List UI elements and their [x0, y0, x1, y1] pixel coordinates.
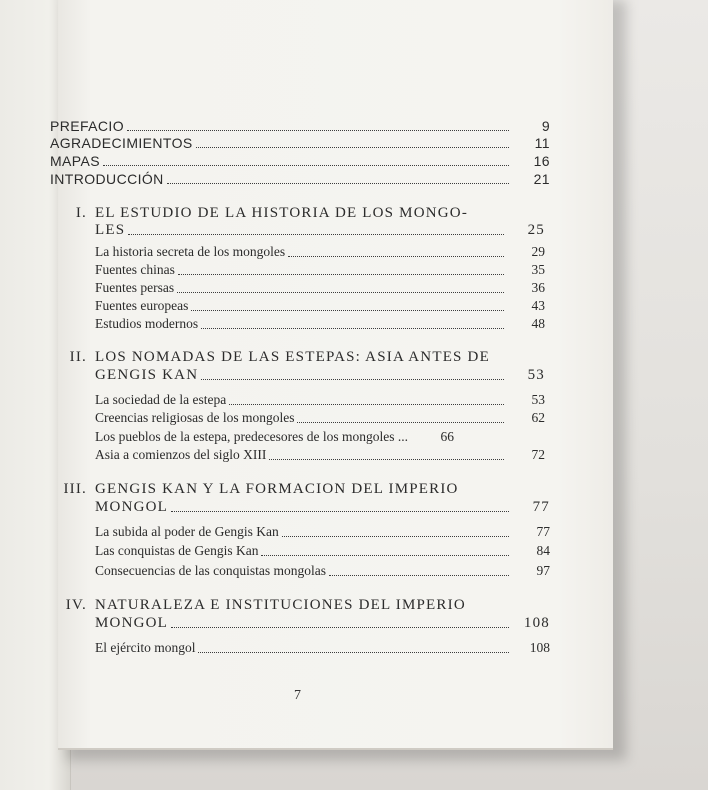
toc-entry — [50, 170, 550, 188]
chapter-title-line2: MONGOL — [95, 499, 169, 515]
toc-entry-page: 9 — [541, 118, 550, 134]
dot-leader — [261, 545, 509, 556]
chapter-heading — [57, 594, 466, 616]
chapter-title-continuation — [95, 366, 545, 384]
chapter-title-line2: GENGIS KAN — [95, 367, 199, 383]
dot-leader — [198, 642, 509, 653]
dot-leader — [177, 282, 504, 293]
chapter-title: NATURALEZA E INSTITUCIONES DEL IMPERIO — [95, 597, 466, 613]
chapter-title-line2: LES — [95, 222, 126, 238]
dot-leader — [191, 300, 504, 311]
toc-subentry — [95, 315, 545, 333]
toc-entry — [50, 117, 550, 135]
toc-subentry — [95, 391, 545, 409]
dot-leader — [288, 246, 504, 257]
dot-leader — [282, 526, 509, 537]
subentry-page: 48 — [531, 316, 545, 331]
dot-leader — [297, 412, 504, 423]
subentry-label: Estudios modernos — [95, 316, 199, 331]
toc-subentry — [95, 446, 545, 464]
subentry-label: La sociedad de la estepa — [95, 392, 227, 407]
subentry-label: Consecuencias de las conquistas mongolas — [95, 563, 326, 578]
dot-leader — [171, 501, 509, 512]
dot-leader — [171, 617, 509, 628]
chapter-title: LOS NOMADAS DE LAS ESTEPAS: ASIA ANTES DE — [95, 349, 490, 365]
chapter-heading — [57, 478, 459, 500]
subentry-label: Las conquistas de Gengis Kan — [95, 543, 259, 558]
subentry-page: 108 — [529, 640, 550, 655]
subentry-label: El ejército mongol — [95, 640, 196, 655]
chapter-number: II. — [69, 349, 87, 365]
toc-subentry — [95, 409, 545, 427]
toc-subentry — [95, 243, 545, 261]
dot-leader — [128, 224, 504, 235]
toc-entry-page: 16 — [533, 153, 550, 169]
chapter-title: GENGIS KAN Y LA FORMACION DEL IMPERIO — [95, 481, 459, 497]
toc-subentry — [95, 279, 545, 297]
dot-leader — [201, 318, 504, 329]
subentry-page: 36 — [531, 280, 545, 295]
chapter-page: 53 — [527, 367, 545, 383]
subentry-page: 53 — [531, 392, 545, 407]
chapter-title-continuation — [95, 221, 545, 239]
subentry-page: 97 — [536, 563, 550, 578]
chapter-title-continuation — [95, 614, 550, 632]
dot-leader — [196, 137, 509, 148]
subentry-label: La historia secreta de los mongoles — [95, 244, 286, 259]
dot-leader — [127, 120, 509, 131]
subentry-page: 84 — [536, 543, 550, 558]
toc-entry — [50, 134, 550, 152]
dot-leader — [329, 565, 509, 576]
toc-entry-label: AGRADECIMIENTOS — [50, 135, 193, 151]
subentry-label: Fuentes europeas — [95, 298, 189, 313]
chapter-number: I. — [75, 205, 87, 221]
subentry-label: Los pueblos de la estepa, predecesores de los mongoles ... — [95, 429, 409, 444]
subentry-page: 35 — [531, 262, 545, 277]
toc-entry-label: INTRODUCCIÓN — [50, 171, 164, 187]
subentry-page: 66 — [440, 429, 455, 444]
chapter-heading — [57, 346, 490, 368]
subentry-label: Creencias religiosas de los mongoles — [95, 410, 295, 425]
dot-leader — [269, 449, 504, 460]
toc-subentry — [95, 542, 550, 560]
toc-subentry — [95, 523, 550, 541]
subentry-label: Asia a comienzos del siglo XIII — [95, 447, 267, 462]
subentry-page: 29 — [531, 244, 545, 259]
toc-entry — [50, 152, 550, 170]
chapter-page: 108 — [523, 615, 550, 631]
dot-leader — [103, 155, 509, 166]
chapter-page: 77 — [532, 499, 550, 515]
dot-leader — [229, 394, 504, 405]
toc-subentry — [95, 297, 545, 315]
dot-leader — [178, 264, 504, 275]
page-folio: 7 — [294, 688, 301, 703]
chapter-title-continuation — [95, 498, 550, 516]
chapter-title: EL ESTUDIO DE LA HISTORIA DE LOS MONGO- — [95, 205, 469, 221]
subentry-label: La subida al poder de Gengis Kan — [95, 524, 279, 539]
subentry-page: 77 — [536, 524, 550, 539]
subentry-page: 43 — [531, 298, 545, 313]
dot-leader — [167, 173, 509, 184]
toc-entry-label: MAPAS — [50, 153, 100, 169]
chapter-title-line2: MONGOL — [95, 615, 169, 631]
toc-subentry — [95, 562, 550, 580]
chapter-page: 25 — [527, 222, 545, 238]
toc-subentry — [95, 639, 550, 657]
chapter-number: IV. — [65, 597, 87, 613]
toc-subentry — [95, 261, 545, 279]
subentry-label: Fuentes chinas — [95, 262, 175, 277]
subentry-page: 62 — [531, 410, 545, 425]
toc-subentry — [95, 428, 545, 446]
subentry-page: 72 — [531, 447, 545, 462]
chapter-number: III. — [63, 481, 87, 497]
toc-entry-page: 21 — [533, 171, 550, 187]
dot-leader — [201, 369, 504, 380]
toc-entry-page: 11 — [534, 135, 550, 151]
toc-entry-label: PREFACIO — [50, 118, 124, 134]
subentry-label: Fuentes persas — [95, 280, 175, 295]
